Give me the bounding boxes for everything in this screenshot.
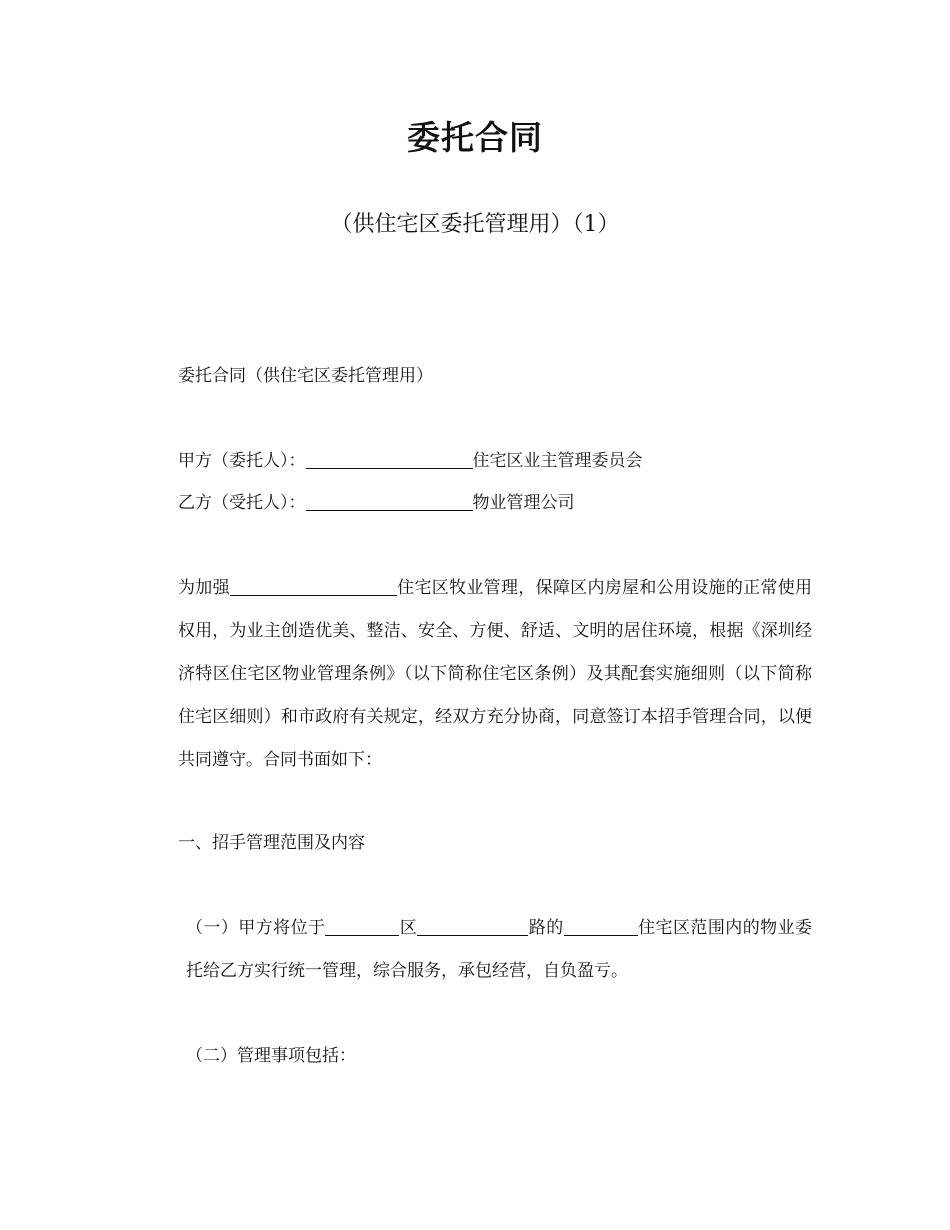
party-a-blank bbox=[306, 450, 473, 469]
clause-2-line: （二）管理事项包括： bbox=[186, 1046, 356, 1066]
party-b-suffix: 物业管理公司 bbox=[472, 493, 575, 513]
clause-1-paragraph bbox=[140, 907, 812, 993]
intro-rest: 住宅区牧业管理，保障区内房屋和公用设施的正常使用权用，为业主创造优美、整洁、安全、方便、舒适、文明的居住环境，根据《深圳经济特区住宅区物业管理条例》（以下简称住宅区条例）及其配套实施细则（以下简称住宅区细则）和市政府有关规定，经双方充分协商，同意签订本招手管理合同，以便共同遵守。合同书面如下： bbox=[178, 578, 813, 770]
intro-lead: 为加强 bbox=[178, 578, 230, 598]
clause-1-blank-estate bbox=[564, 917, 638, 936]
document-title: 委托合同 bbox=[407, 118, 543, 157]
intro-paragraph bbox=[140, 567, 812, 782]
clause-1-blank-district bbox=[325, 917, 399, 936]
section-1-heading: 一、招手管理范围及内容 bbox=[178, 833, 365, 853]
clause-1-part4: 住宅区范围内的物业委托给乙方实行统一管理，综合服务，承包经营，自负盈亏。 bbox=[186, 918, 813, 981]
party-a-suffix: 住宅区业主管理委员会 bbox=[472, 451, 643, 471]
party-b-label: 乙方（受托人）： bbox=[178, 493, 306, 513]
clause-1-part1: （一）甲方将位于 bbox=[186, 918, 326, 938]
contract-heading-line: 委托合同（供住宅区委托管理用） bbox=[178, 366, 433, 386]
clause-1-part3: 路的 bbox=[528, 918, 564, 938]
party-a-line bbox=[140, 447, 850, 475]
party-b-blank bbox=[306, 492, 473, 511]
party-b-line bbox=[140, 489, 850, 517]
document-subtitle: （供住宅区委托管理用）（1） bbox=[330, 212, 620, 237]
clause-1-part2: 区 bbox=[399, 918, 418, 938]
intro-blank bbox=[230, 577, 397, 596]
clause-1-blank-road bbox=[417, 917, 528, 936]
party-a-label: 甲方（委托人）： bbox=[178, 451, 306, 471]
